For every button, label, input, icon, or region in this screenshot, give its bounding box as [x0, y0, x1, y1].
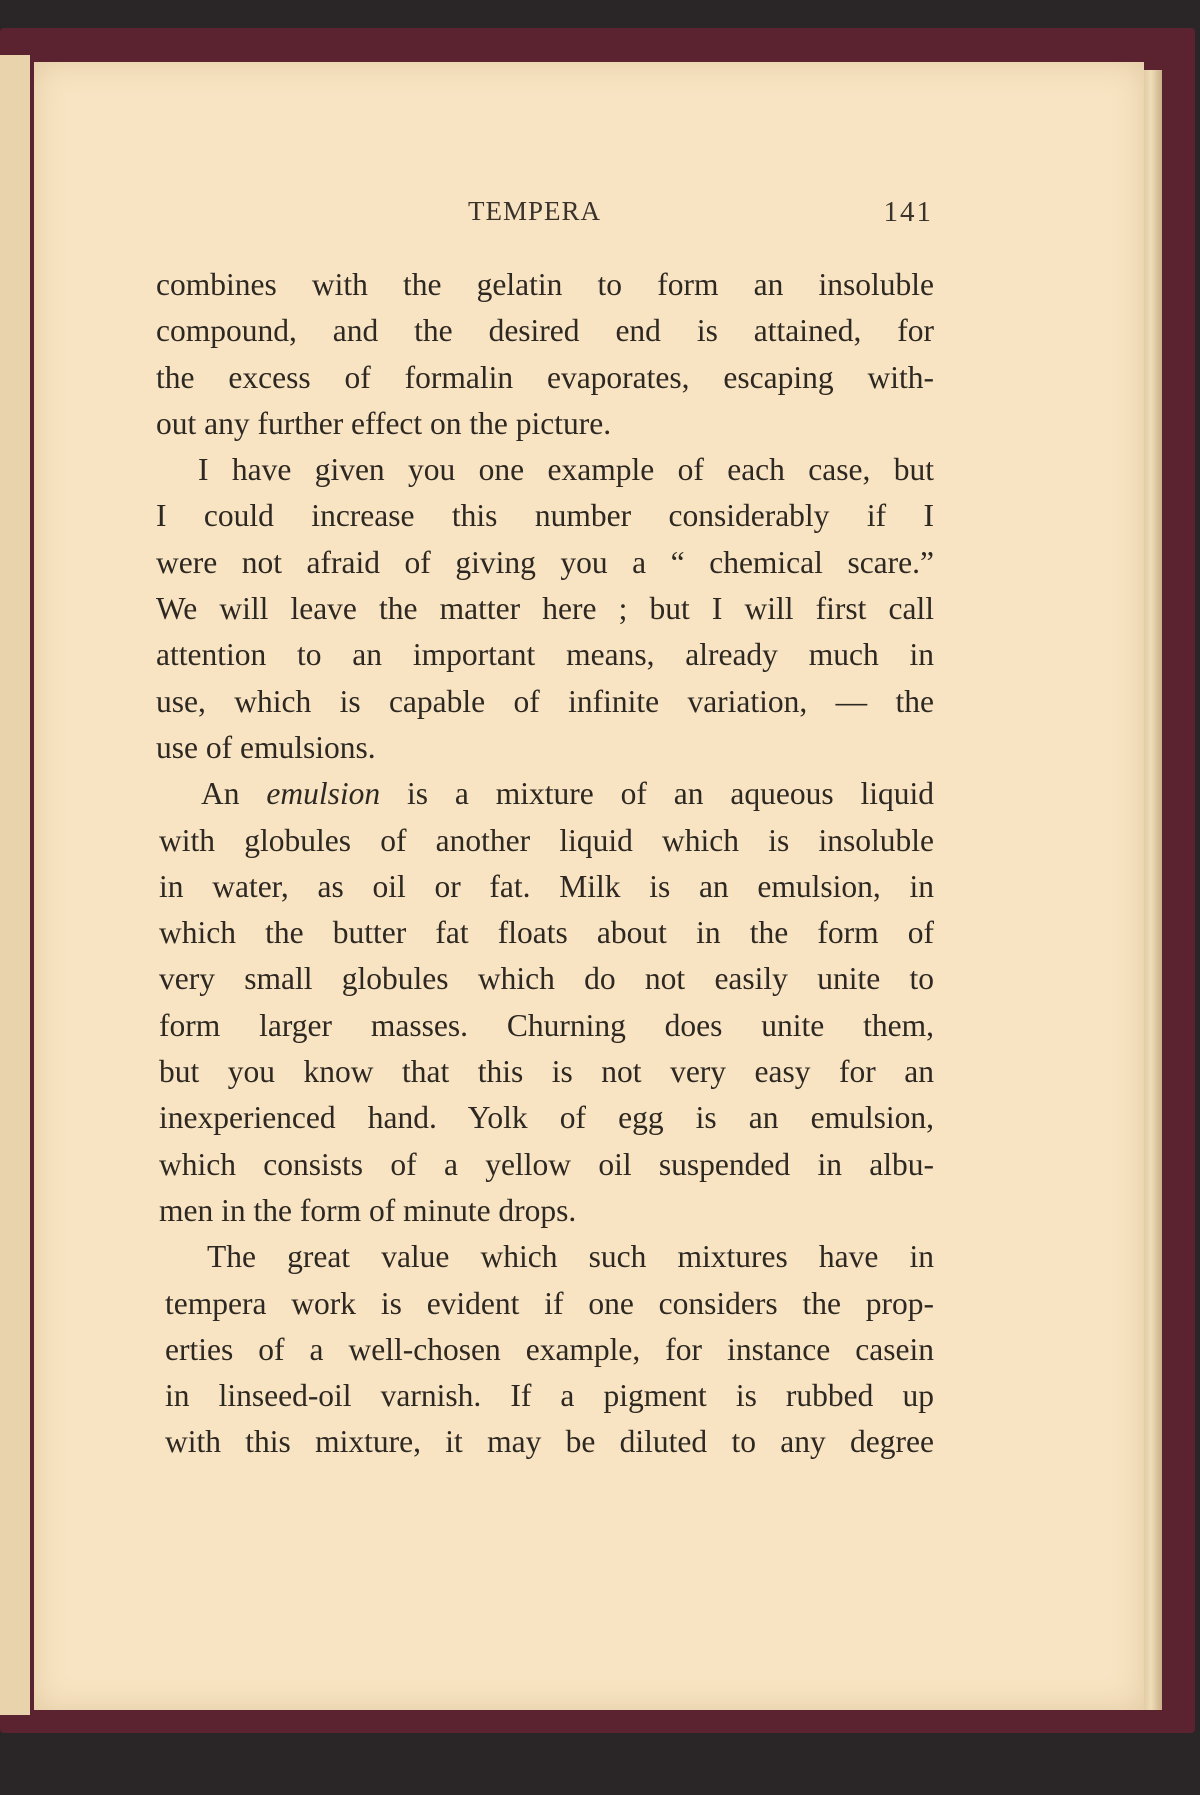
running-head: TEMPERA [468, 196, 602, 226]
text-line: use of emulsions. [156, 729, 376, 765]
text-line: I could increase this number considerably if I [156, 498, 934, 534]
text-line: with this mixture, it may be diluted to any degree [165, 1424, 934, 1460]
text-line: tempera work is evident if one considers the prop- [165, 1285, 934, 1321]
text-line: I have given you one example of each case, but [198, 452, 934, 488]
text-line: use, which is capable of infinite variation, — the [156, 683, 934, 719]
text-line: but you know that this is not very easy for an [159, 1054, 934, 1090]
paragraph [156, 1234, 934, 1465]
paragraph [156, 262, 934, 447]
text-line: erties of a well-chosen example, for instance casein [165, 1331, 934, 1367]
text-line: compound, and the desired end is attained, for [156, 313, 934, 349]
text-line: in linseed-oil varnish. If a pigment is rubbed up [165, 1378, 934, 1414]
page-number: 141 [883, 196, 933, 228]
paragraph [156, 447, 934, 771]
text-line: out any further effect on the picture. [156, 405, 612, 441]
emphasis-term: emulsion [266, 776, 381, 812]
text-line: The great value which such mixtures have in [207, 1239, 934, 1275]
text-line: form larger masses. Churning does unite them, [159, 1007, 934, 1043]
text-line: which consists of a yellow oil suspended in albu- [159, 1146, 934, 1182]
text-line: in water, as oil or fat. Milk is an emulsion, in [159, 868, 934, 904]
text-line [159, 771, 934, 817]
facing-page-edge [0, 55, 30, 1715]
page-header [156, 196, 933, 236]
body-text [156, 262, 934, 1466]
text-line: with globules of another liquid which is insoluble [159, 822, 934, 858]
text-line: We will leave the matter here ; but I will first call [156, 591, 934, 627]
text-line: attention to an important means, already much in [156, 637, 934, 673]
text-line: combines with the gelatin to form an insoluble [156, 267, 934, 302]
text-line: inexperienced hand. Yolk of egg is an emulsion, [159, 1100, 934, 1136]
text-line: were not afraid of giving you a “ chemical scare.” [156, 544, 934, 580]
paragraph [156, 771, 934, 1234]
text-line: men in the form of minute drops. [159, 1192, 577, 1228]
text-line: which the butter fat floats about in the form of [159, 915, 934, 951]
text-line: very small globules which do not easily unite to [159, 961, 934, 997]
text-line: the excess of formalin evaporates, escaping with- [156, 359, 934, 395]
text-word: An [201, 776, 240, 812]
text-fragment: is a mixture of an aqueous liquid [407, 776, 935, 812]
